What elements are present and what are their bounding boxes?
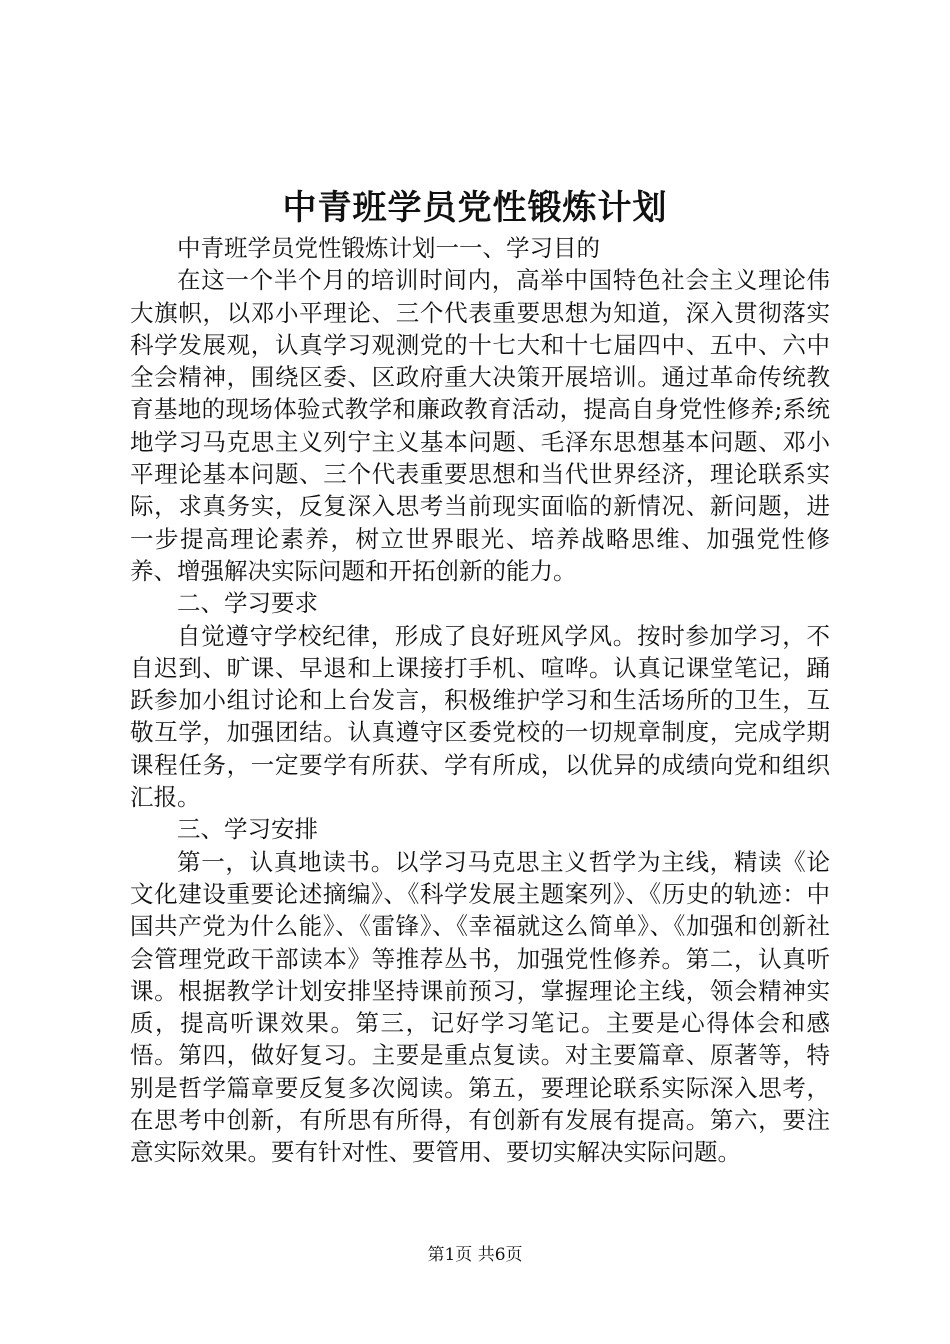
document-body [130,232,830,1169]
paragraph-heading-1: 中青班学员党性锻炼计划一一、学习目的 [177,234,600,262]
paragraph-learning-arrangements: 第一，认真地读书。以学习马克思主义哲学为主线，精读《论文化建设重要论述摘编》、《科学发展主题案列》、《历史的轨迹：中国共产党为什么能》、《雷锋》、《幸福就这么简单》、《加强和创新社会管理党政干部读本》等推荐丛书，加强党性修养。第二，认真听课。根据教学计划安排坚持课前预习，掌握理论主线，领会精神实质，提高听课效果。第三，记好学习笔记。主要是心得体会和感悟。第四，做好复习。主要是重点复读。对主要篇章、原著等，特别是哲学篇章要反复多次阅读。第五，要理论联系实际深入思考，在思考中创新，有所思有所得，有创新有发展有提高。第六，要注意实际效果。要有针对性、要管用、要切实解决实际问题。 [130,847,830,1167]
paragraph-heading-2: 二、学习要求 [177,589,318,618]
paragraph-heading-3: 三、学习安排 [177,815,318,844]
paragraph-learning-requirements: 自觉遵守学校纪律，形成了良好班风学风。按时参加学习，不自迟到、旷课、早退和上课接打手机、喧哗。认真记课堂笔记，踊跃参加小组讨论和上台发言，积极维护学习和生活场所的卫生，互敬互学，加强团结。认真遵守区委党校的一切规章制度，完成学期课程任务，一定要学有所获、学有所成，以优异的成绩向党和组织汇报。 [130,621,830,812]
page-number-footer: 第1页 共6页 [427,1245,523,1265]
paragraph-learning-goals: 在这一个半个月的培训时间内，高举中国特色社会主义理论伟大旗帜，以邓小平理论、三个代表重要思想为知道，深入贯彻落实科学发展观，认真学习观测党的十七大和十七届四中、五中、六中全会精神，围绕区委、区政府重大决策开展培训。通过革命传统教育基地的现场体验式教学和廉政教育活动，提高自身党性修养;系统地学习马克思主义列宁主义基本问题、毛泽东思想基本问题、邓小平理论基本问题、三个代表重要思想和当代世界经济，理论联系实际，求真务实，反复深入思考当前现实面临的新情况、新问题，进一步提高理论素养，树立世界眼光、培养战略思维、加强党性修养、增强解决实际问题和开拓创新的能力。 [130,266,830,585]
document-title: 中青班学员党性锻炼计划 [282,188,668,228]
